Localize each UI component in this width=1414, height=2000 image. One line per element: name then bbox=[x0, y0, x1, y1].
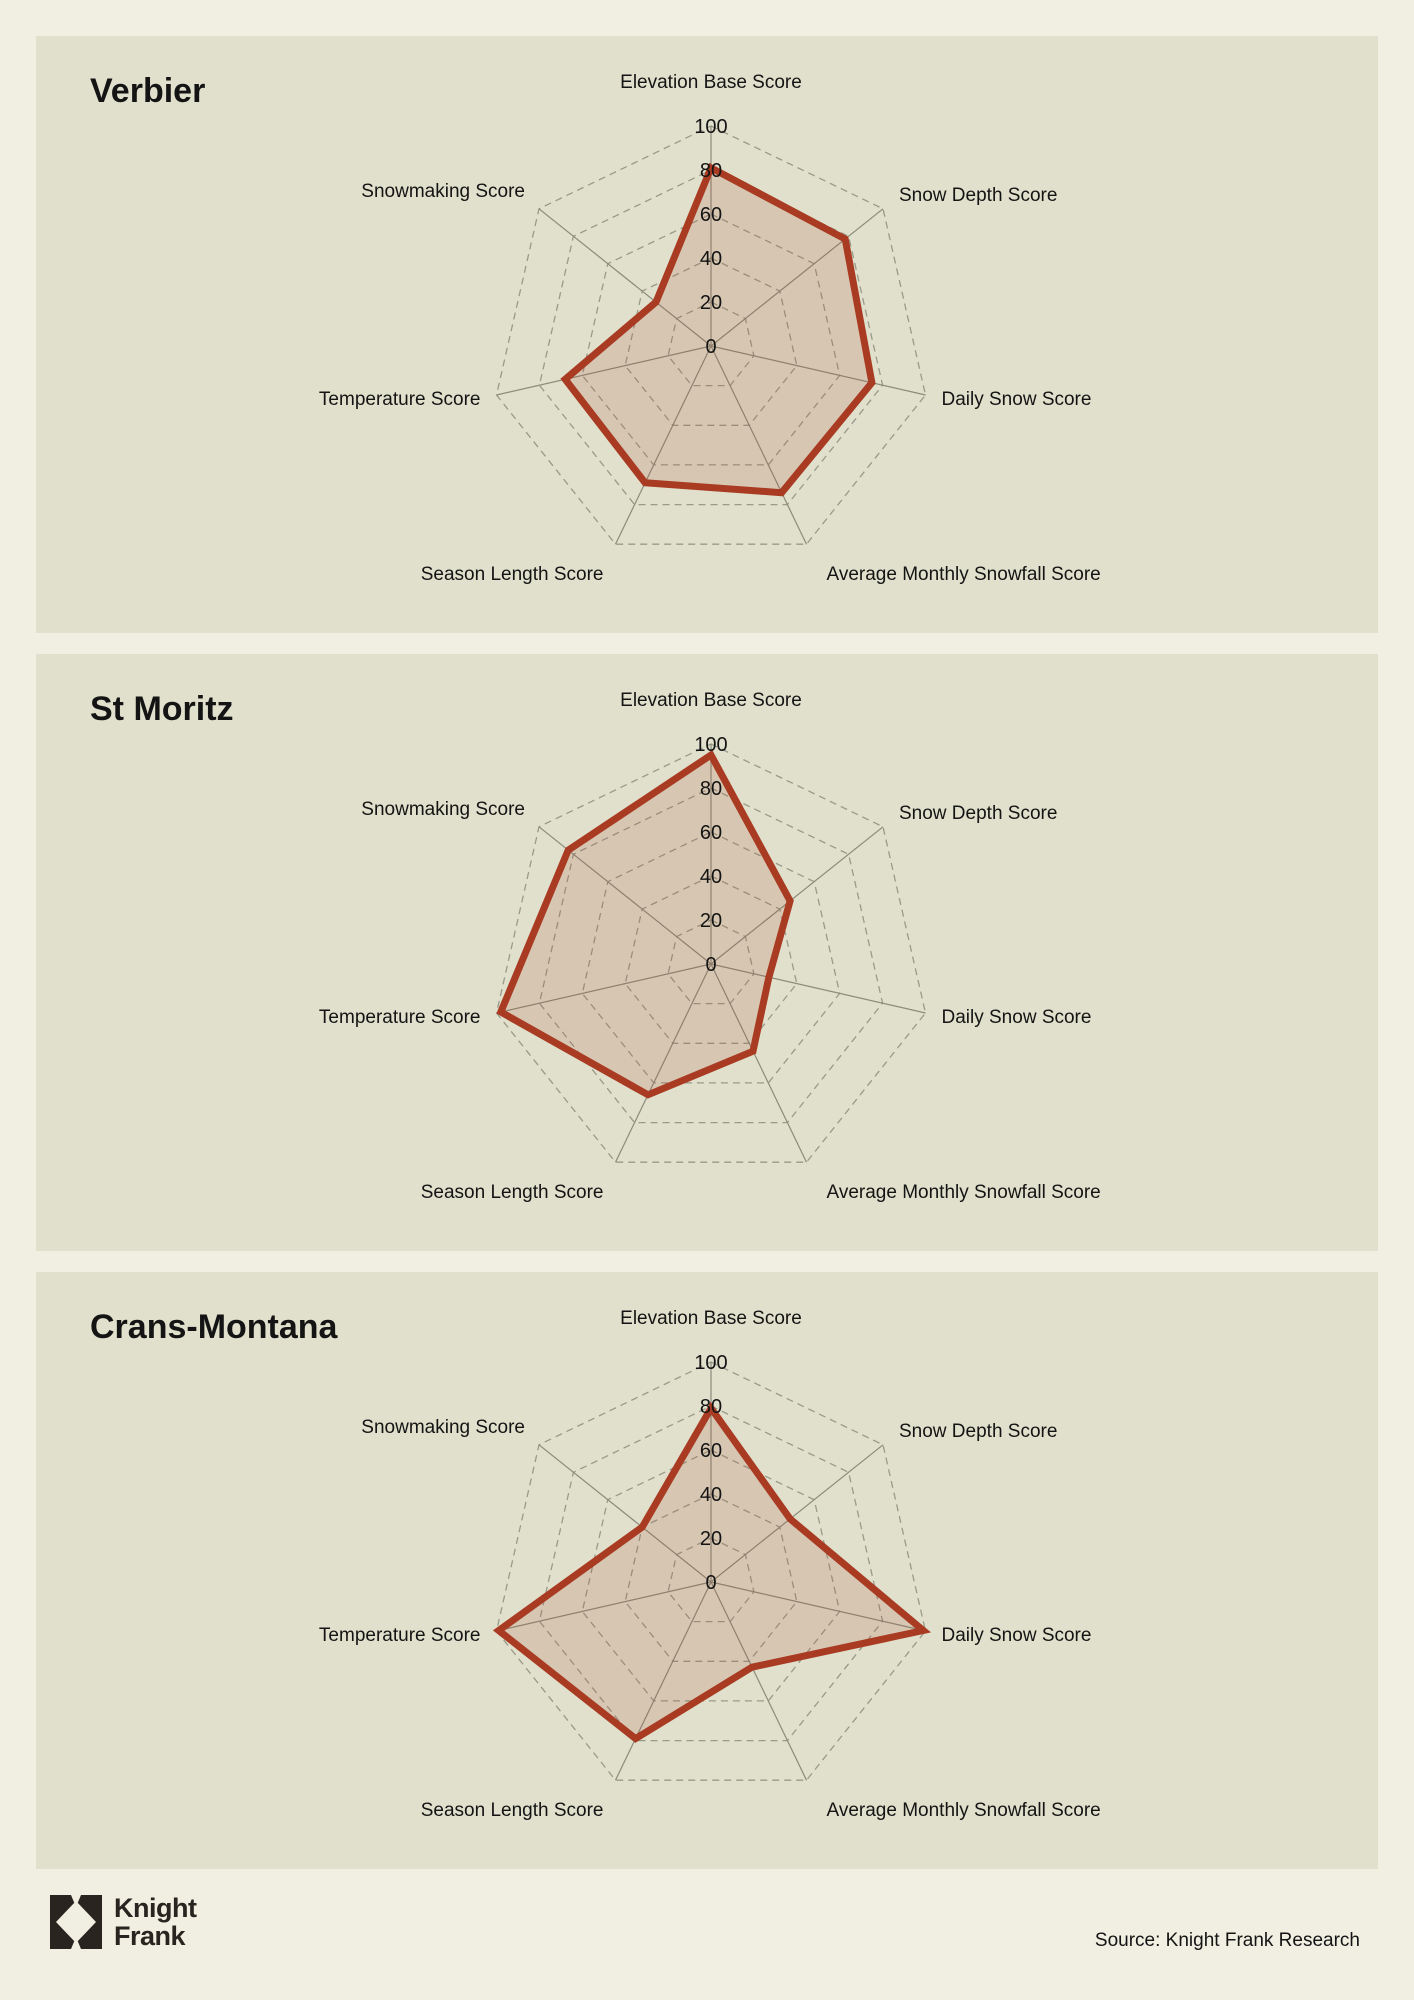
tick-label: 80 bbox=[699, 160, 723, 182]
axis-label: Snow Depth Score bbox=[899, 802, 1058, 824]
chart-panel-crans-montana bbox=[36, 1272, 1378, 1869]
axis-label: Season Length Score bbox=[420, 564, 604, 586]
tick-label: 0 bbox=[705, 336, 717, 358]
tick-label: 20 bbox=[699, 1528, 723, 1550]
axis-label: Snowmaking Score bbox=[361, 1416, 525, 1438]
chart-title: St Moritz bbox=[90, 690, 234, 728]
tick-label: 60 bbox=[699, 204, 723, 226]
chart-title: Crans-Montana bbox=[90, 1308, 338, 1346]
knight-frank-logo bbox=[50, 1894, 196, 1950]
radar-chart bbox=[36, 1272, 1378, 1869]
tick-label: 0 bbox=[705, 1572, 717, 1594]
axis-label: Average Monthly Snowfall Score bbox=[826, 1182, 1101, 1204]
radar-chart bbox=[36, 36, 1378, 633]
axis-label: Elevation Base Score bbox=[620, 72, 802, 93]
tick-label: 100 bbox=[694, 734, 728, 756]
axis-label: Snowmaking Score bbox=[361, 798, 525, 820]
chart-title: Verbier bbox=[90, 72, 206, 110]
knight-frank-logo-text bbox=[114, 1894, 196, 1950]
tick-label: 60 bbox=[699, 1440, 723, 1462]
tick-label: 100 bbox=[694, 116, 728, 138]
tick-label: 80 bbox=[699, 1396, 723, 1418]
tick-label: 60 bbox=[699, 822, 723, 844]
tick-label: 20 bbox=[699, 910, 723, 932]
logo-line-1: Knight bbox=[114, 1893, 197, 1923]
knight-frank-logo-icon bbox=[50, 1894, 102, 1950]
tick-label: 40 bbox=[699, 866, 723, 888]
data-polygon bbox=[501, 755, 790, 1095]
chart-panel-verbier bbox=[36, 36, 1378, 633]
axis-label: Daily Snow Score bbox=[941, 1625, 1092, 1646]
tick-label: 0 bbox=[705, 954, 717, 976]
tick-label: 40 bbox=[699, 248, 723, 270]
axis-label: Average Monthly Snowfall Score bbox=[826, 1800, 1101, 1822]
tick-label: 40 bbox=[699, 1484, 723, 1506]
axis-label: Snowmaking Score bbox=[361, 180, 525, 202]
logo-line-2: Frank bbox=[114, 1921, 186, 1951]
axis-label: Elevation Base Score bbox=[620, 690, 802, 711]
source-text: Source: Knight Frank Research bbox=[1094, 1930, 1360, 1951]
axis-label: Snow Depth Score bbox=[899, 184, 1058, 206]
axis-label: Daily Snow Score bbox=[941, 1007, 1092, 1028]
axis-label: Temperature Score bbox=[318, 1625, 481, 1646]
chart-panel-st-moritz bbox=[36, 654, 1378, 1251]
axis-label: Temperature Score bbox=[318, 1007, 481, 1028]
axis-label: Snow Depth Score bbox=[899, 1420, 1058, 1442]
axis-label: Temperature Score bbox=[318, 389, 481, 410]
axis-label: Season Length Score bbox=[420, 1182, 604, 1204]
axis-label: Average Monthly Snowfall Score bbox=[826, 564, 1101, 586]
axis-label: Season Length Score bbox=[420, 1800, 604, 1822]
axis-label: Daily Snow Score bbox=[941, 389, 1092, 410]
axis-label: Elevation Base Score bbox=[620, 1308, 802, 1329]
radar-chart bbox=[36, 654, 1378, 1251]
tick-label: 20 bbox=[699, 292, 723, 314]
tick-label: 80 bbox=[699, 778, 723, 800]
tick-label: 100 bbox=[694, 1352, 728, 1374]
